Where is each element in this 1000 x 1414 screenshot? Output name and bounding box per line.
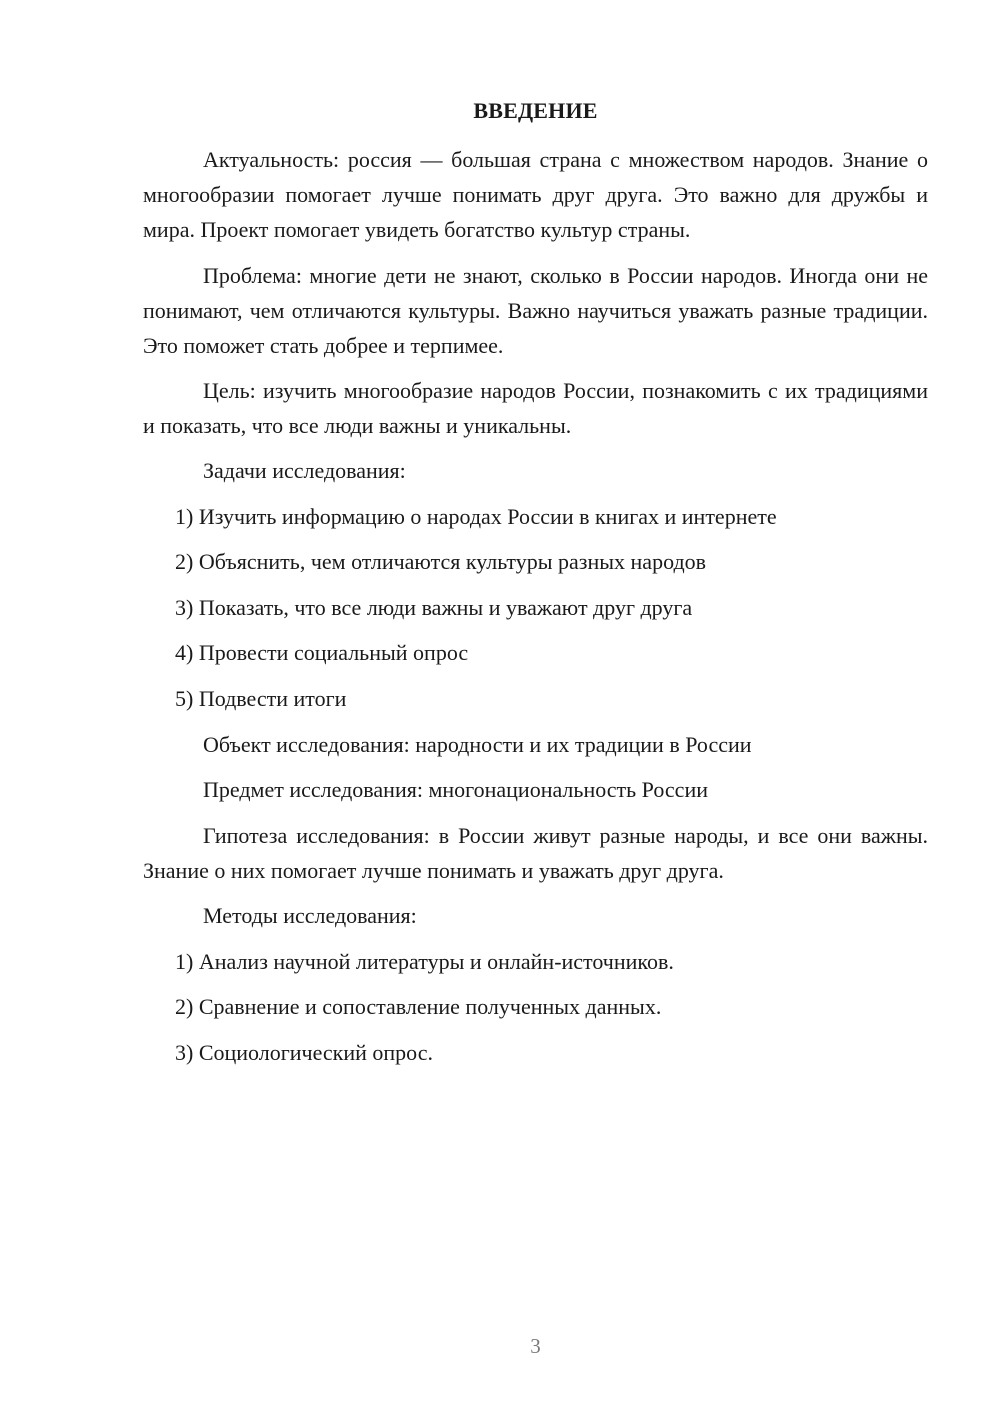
page-number: 3 xyxy=(530,1334,541,1358)
relevance-paragraph xyxy=(143,142,928,247)
task-item: 5) Подвести итоги xyxy=(175,686,347,711)
method-item: 3) Социологический опрос. xyxy=(175,1040,433,1065)
task-item: 3) Показать, что все люди важны и уважают друг друга xyxy=(175,595,693,620)
hypothesis-text: Гипотеза исследования: в России живут разные народы, и все они важны. Знание о них помогает лучше понимать и уважать друг друга. xyxy=(143,823,928,883)
document-page xyxy=(143,0,928,1414)
goal-text: Цель: изучить многообразие народов России, познакомить с их традициями и показать, что все люди важны и уникальны. xyxy=(143,378,928,438)
task-item: 1) Изучить информацию о народах России в книгах и интернете xyxy=(175,504,777,529)
task-item: 2) Объяснить, чем отличаются культуры разных народов xyxy=(175,549,707,574)
relevance-text: Актуальность: россия — большая страна с множеством народов. Знание о многообразии помогает лучше понимать друг друга. Это важно для дружбы и мира. Проект помогает увидеть богатство культур страны. xyxy=(143,147,928,242)
goal-paragraph xyxy=(143,373,928,443)
section-title: ВВЕДЕНИЕ xyxy=(473,98,598,123)
problem-paragraph xyxy=(143,258,928,363)
problem-text: Проблема: многие дети не знают, сколько в России народов. Иногда они не понимают, чем отличаются культуры. Важно научиться уважать разные традиции. Это поможет стать добрее и терпимее. xyxy=(143,263,928,358)
methods-heading: Методы исследования: xyxy=(203,903,417,928)
tasks-heading: Задачи исследования: xyxy=(203,458,406,483)
hypothesis-paragraph xyxy=(143,818,928,888)
research-object: Объект исследования: народности и их традиции в России xyxy=(203,732,752,757)
research-subject: Предмет исследования: многонациональность России xyxy=(203,777,708,802)
method-item: 1) Анализ научной литературы и онлайн-источников. xyxy=(175,949,674,974)
task-item: 4) Провести социальный опрос xyxy=(175,640,469,665)
method-item: 2) Сравнение и сопоставление полученных данных. xyxy=(175,994,662,1019)
